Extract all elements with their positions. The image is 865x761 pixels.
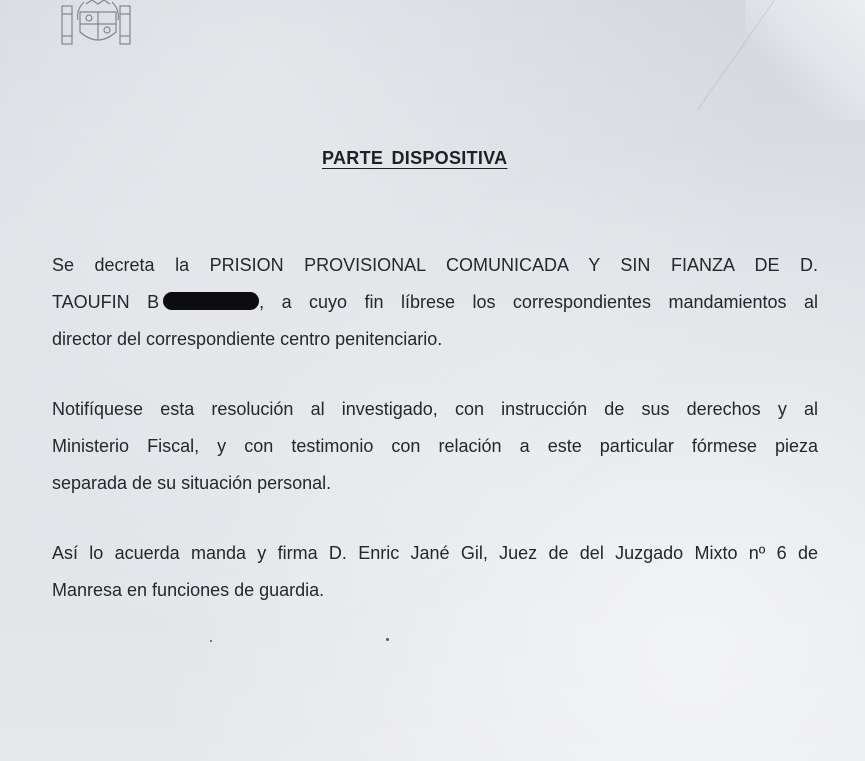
paragraph-line: Así lo acuerda manda y firma D. Enric Jané Gil, Juez de del Juzgado Mixto nº 6 de [52,543,818,563]
paragraph-line-rest: , a cuyo fin líbrese los correspondientes mandamientos al [259,292,818,312]
coat-of-arms-icon [58,0,138,48]
paragraph-line: Ministerio Fiscal, y con testimonio con relación a este particular fórmese pieza [52,436,818,456]
paragraph-notification [52,391,818,502]
paragraph-signature [52,535,818,609]
paragraph-line: separada de su situación personal. [52,473,332,493]
paper-speck [210,640,212,642]
paragraph-line [52,284,818,321]
paper-speck [386,638,389,641]
paragraph-line: Notifíquese esta resolución al investigado, con instrucción de sus derechos y al [52,399,818,419]
paragraph-line: director del correspondiente centro penitenciario. [52,329,443,349]
defendant-name: TAOUFIN B [52,292,160,312]
paragraph-line: Se decreta la PRISION PROVISIONAL COMUNICADA Y SIN FIANZA DE D. [52,255,818,275]
paragraph-line: Manresa en funciones de guardia. [52,580,325,600]
redaction-mark [163,292,259,310]
paragraph-decree [52,247,818,358]
document-heading: PARTE DISPOSITIVA [322,148,508,168]
